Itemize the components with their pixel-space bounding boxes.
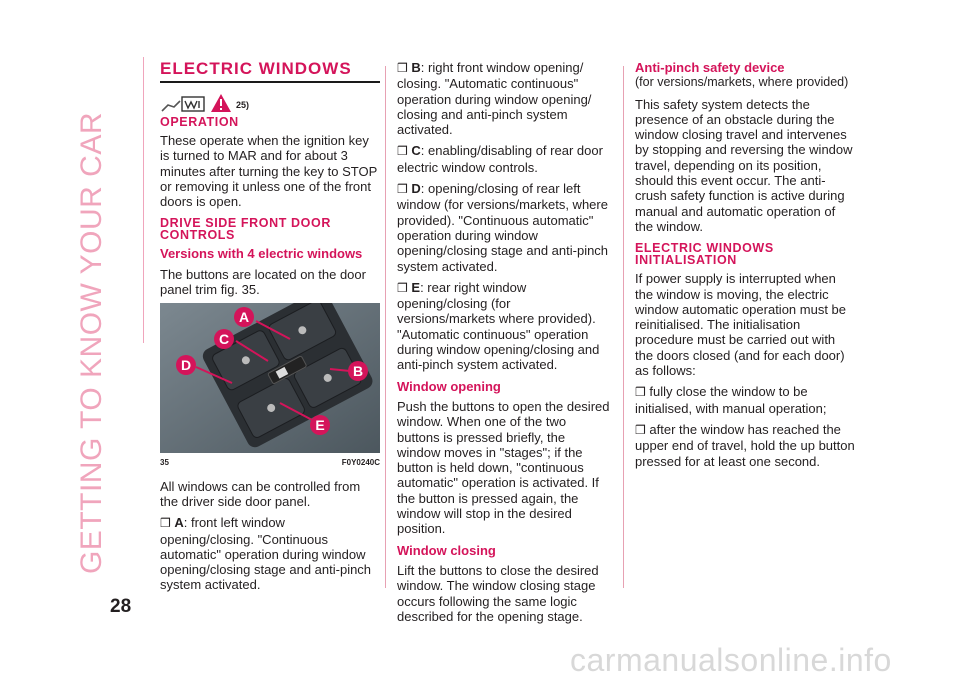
figure-label-b: B	[352, 363, 364, 380]
figure-label-c: C	[218, 331, 230, 348]
checkbox-bullet-icon: ❒	[160, 516, 171, 531]
antipinch-heading: Anti-pinch safety device	[635, 60, 785, 75]
bullet-text: : enabling/disabling of rear door electric window controls.	[397, 143, 603, 175]
bullet-key: D	[411, 181, 421, 197]
bullet-text: : opening/closing of rear left window (for versions/markets, where provided). "Continuous automatic" operation during window opening/closing stage and anti-pinch system activated.	[397, 181, 609, 274]
bullet-key: A	[174, 515, 184, 531]
figure-number: 35	[160, 458, 169, 468]
bullet-d	[397, 181, 610, 274]
initialisation-step-1	[635, 384, 855, 416]
step-text: after the window has reached the upper end of travel, hold the up button pressed for at least one second.	[635, 421, 855, 469]
antipinch-subheading: (for versions/markets, where provided)	[635, 75, 849, 90]
all-windows-text: All windows can be controlled from the driver side door panel.	[160, 478, 361, 509]
window-closing-text: Lift the buttons to close the desired window. The window closing stage occurs following the same logic described for the opening stage.	[397, 562, 599, 624]
checkbox-bullet-icon: ❒	[397, 61, 408, 75]
warning-reference: 25)	[236, 99, 250, 110]
door-panel-illustration	[160, 303, 380, 453]
window-opening-text: Push the buttons to open the desired window. When one of the two buttons is pressed briefly, the window moves in "stages"; if the button is held down, "continuous automatic" operation is activated. If the button is pressed again, the window will stop in the desired position.	[397, 398, 610, 537]
watermark: carmanualsonline.info	[570, 642, 892, 678]
antipinch-text: This safety system detects the presence of an obstacle during the window closing travel and intervenes by stopping and reversing the window travel, depending on its position, should this event occur. The anti-crush safety function is active during manual and automatic operation of the window.	[635, 96, 853, 234]
checkbox-bullet-icon: ❒	[397, 182, 408, 197]
initialisation-text: If power supply is interrupted when the window is moving, the electric window automatic operation must be reinitialised. The initialisation procedure must be carried out with the doors closed (and for each door) as follows:	[635, 271, 847, 379]
bullet-key: B	[411, 60, 421, 75]
bullet-e	[397, 280, 610, 373]
initialisation-heading: ELECTRIC WINDOWS INITIALISATION	[635, 241, 774, 268]
symbol-row	[160, 87, 380, 113]
bullet-key: E	[411, 279, 421, 295]
side-section-title: GETTING TO KNOW YOUR CAR	[75, 111, 108, 575]
step-text: fully close the window to be initialised, with manual operation;	[635, 384, 827, 416]
column-3	[635, 60, 855, 475]
versions-heading: Versions with 4 electric windows	[160, 246, 363, 262]
column-2	[397, 60, 610, 630]
bullet-a	[160, 515, 380, 592]
figure-caption	[160, 455, 380, 470]
window-opening-heading: Window opening	[397, 378, 501, 394]
bullet-key: C	[411, 143, 421, 159]
operation-text: These operate when the ignition key is turned to MAR and for about 3 minutes after turning the key to STOP or removing it unless one of the front doors is open.	[160, 133, 378, 210]
drive-side-heading: DRIVE SIDE FRONT DOOR CONTROLS	[160, 216, 331, 243]
figure-label-e: E	[315, 417, 325, 434]
checkbox-bullet-icon: ❒	[397, 280, 408, 295]
bullet-text: : front left window opening/closing. "Continuous automatic" operation during window opening/closing stage and anti-pinch system activated.	[160, 515, 372, 593]
side-rule	[143, 57, 144, 343]
bullet-c	[397, 143, 610, 175]
page-number: 28	[110, 596, 132, 617]
figure-label-a: A	[238, 309, 250, 326]
operation-heading: OPERATION	[160, 115, 239, 129]
checkbox-bullet-icon: ❒	[635, 385, 646, 400]
page-title: ELECTRIC WINDOWS	[160, 60, 380, 83]
figure-label-d: D	[180, 357, 192, 374]
column-divider-1	[385, 66, 386, 588]
bullet-b	[397, 60, 610, 137]
bullet-text: : rear right window opening/closing (for versions/markets where provided). "Automatic continuous" operation during window opening/closing and anti-pinch system activated.	[397, 279, 600, 373]
initialisation-step-2	[635, 422, 855, 469]
figure-code: F0Y0240C	[341, 458, 380, 468]
checkbox-bullet-icon: ❒	[635, 422, 646, 437]
warning-triangle-icon	[210, 93, 232, 113]
window-closing-heading: Window closing	[397, 542, 496, 558]
bullet-text: : right front window opening/ closing. "Automatic continuous" operation during window opening/ closing and anti-pinch system activated.	[397, 60, 592, 138]
manual-reference-icon	[160, 93, 208, 113]
column-1	[160, 60, 380, 599]
buttons-location-text: The buttons are located on the door panel trim fig. 35.	[160, 266, 366, 298]
checkbox-bullet-icon: ❒	[397, 144, 408, 159]
door-controls-figure	[160, 303, 380, 453]
column-divider-2	[623, 66, 624, 588]
